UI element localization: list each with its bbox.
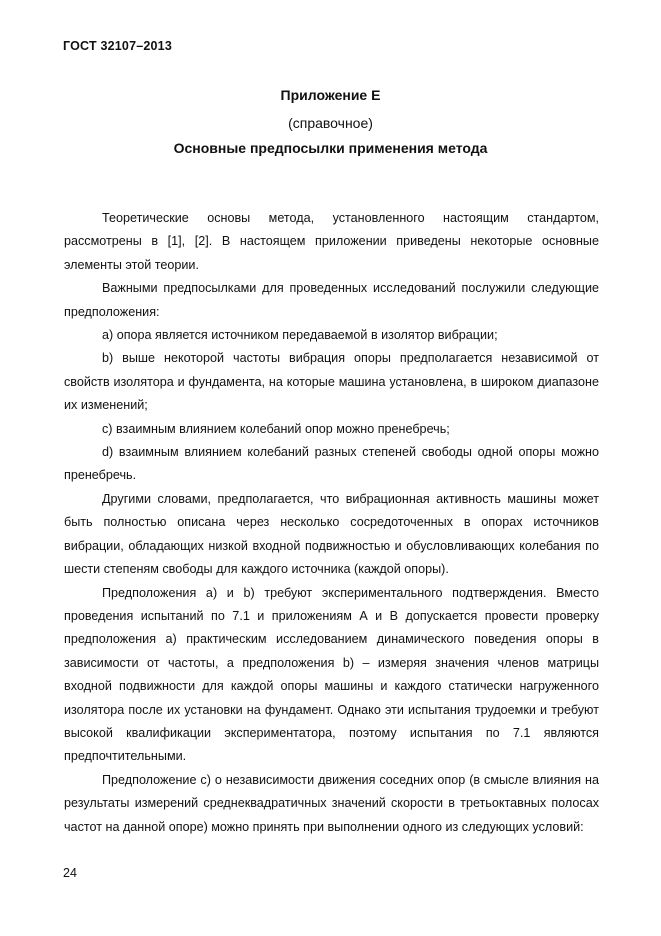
paragraph-assumption-c: Предположение с) о независимости движения соседних опор (в смысле влияния на результаты измерений среднеквадратичных значений скорости в третьоктавных полосах частот на данной опоре) можно принять при выполнении одного из следующих условий: xyxy=(64,772,599,834)
paragraph-intro: Теоретические основы метода, установленного настоящим стандартом, рассмотрены в [1], [2]. В настоящем приложении приведены некоторые основные элементы этой теории. xyxy=(64,211,599,272)
list-item-a: a) опора является источником передаваемой в изолятор вибрации; xyxy=(102,328,498,343)
list-item-b: b) выше некоторой частоты вибрация опоры предполагается независимой от свойств изолятора и фундамента, на которые машина установлена, в широком диапазоне их изменений; xyxy=(64,351,599,413)
body-text xyxy=(64,207,599,839)
appendix-note: (справочное) xyxy=(288,115,373,131)
appendix-subtitle: Основные предпосылки применения метода xyxy=(173,140,488,156)
paragraph-experimental-confirmation: Предположения а) и b) требуют экспериментального подтверждения. Вместо проведения испытаний по 7.1 и приложениям А и В допускается провести проверку предположения а) практическим исследованием динамического поведения опоры в зависимости от частоты, а предположения b) – измеряя значения членов матрицы входной подвижности для каждой опоры машины и каждого статически нагруженного изолятора после их установки на фундамент. Однако эти испытания трудоемки и требуют высокой квалификации экспериментатора, поэтому испытания по 7.1 являются предпочтительными. xyxy=(64,585,599,764)
document-code: ГОСТ 32107–2013 xyxy=(63,39,172,53)
paragraph-in-other-words: Другими словами, предполагается, что вибрационная активность машины может быть полностью описана через несколько сосредоточенных в опорах источников вибрации, обладающих низкой входной подвижностью и обусловливающих колебания по шести степеням свободы для каждого источника (каждой опоры). xyxy=(64,491,599,577)
page-number: 24 xyxy=(63,866,77,880)
list-item-d: d) взаимным влиянием колебаний разных степеней свободы одной опоры можно пренебречь. xyxy=(64,445,599,483)
appendix-title: Приложение Е xyxy=(280,87,381,103)
list-item-c: c) взаимным влиянием колебаний опор можно пренебречь; xyxy=(102,421,450,436)
paragraph-assumptions-lead: Важными предпосылками для проведенных исследований послужили следующие предположения: xyxy=(64,281,599,319)
